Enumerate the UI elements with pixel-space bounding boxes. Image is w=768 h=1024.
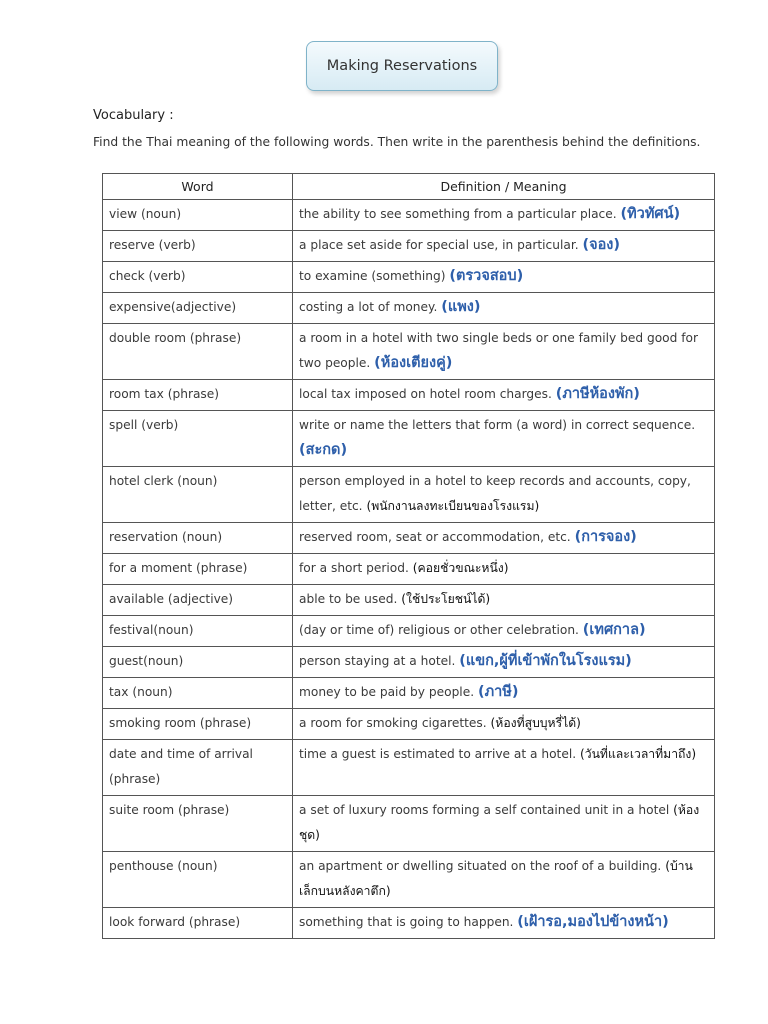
table-row <box>103 908 715 939</box>
definition-text: to examine (something) <box>299 269 446 283</box>
word-cell: look forward (phrase) <box>103 908 293 939</box>
thai-meaning: (การจอง) <box>574 529 637 545</box>
thai-meaning: (ตรวจสอบ) <box>449 268 524 284</box>
table-body <box>103 200 715 939</box>
table-row <box>103 293 715 324</box>
definition-text: a room in a hotel with two single beds or one family bed good for two people. <box>299 331 698 370</box>
thai-meaning: (สะกด) <box>299 442 348 458</box>
table-row <box>103 554 715 585</box>
definition-text: a place set aside for special use, in particular. <box>299 238 579 252</box>
definition-text: the ability to see something from a particular place. <box>299 207 617 221</box>
word-cell: tax (noun) <box>103 678 293 709</box>
title-box <box>306 41 498 91</box>
definition-text: local tax imposed on hotel room charges. <box>299 387 552 401</box>
table-row <box>103 380 715 411</box>
word-cell: for a moment (phrase) <box>103 554 293 585</box>
definition-cell <box>293 411 715 467</box>
table-row <box>103 585 715 616</box>
thai-meaning: (ใช้ประโยชน์ได้) <box>401 592 491 606</box>
definition-cell <box>293 585 715 616</box>
thai-meaning: (ห้องที่สูบบุหรี่ได้) <box>490 716 581 730</box>
definition-text: for a short period. <box>299 561 409 575</box>
word-cell: view (noun) <box>103 200 293 231</box>
definition-text: able to be used. <box>299 592 398 606</box>
definition-cell <box>293 616 715 647</box>
definition-text: person employed in a hotel to keep records and accounts, copy, letter, etc. <box>299 474 691 513</box>
thai-meaning: (คอยชั่วขณะหนึ่ง) <box>412 561 509 575</box>
word-cell: reserve (verb) <box>103 231 293 262</box>
table-row <box>103 262 715 293</box>
page-title: Making Reservations <box>326 58 478 74</box>
thai-meaning: (เทศกาล) <box>582 622 646 638</box>
vocabulary-heading: Vocabulary : <box>93 108 174 123</box>
table-row <box>103 647 715 678</box>
thai-meaning: (แขก,ผู้ที่เข้าพักในโรงแรม) <box>459 653 632 669</box>
definition-text: person staying at a hotel. <box>299 654 456 668</box>
definition-cell <box>293 467 715 523</box>
word-cell: suite room (phrase) <box>103 796 293 852</box>
definition-cell <box>293 647 715 678</box>
word-cell: expensive(adjective) <box>103 293 293 324</box>
definition-cell <box>293 231 715 262</box>
definition-cell <box>293 908 715 939</box>
definition-text: money to be paid by people. <box>299 685 475 699</box>
definition-cell <box>293 740 715 796</box>
definition-cell <box>293 554 715 585</box>
thai-meaning: (เฝ้ารอ,มองไปข้างหน้า) <box>517 914 669 930</box>
column-header-definition: Definition / Meaning <box>293 174 715 200</box>
definition-text: time a guest is estimated to arrive at a hotel. <box>299 747 577 761</box>
definition-text: write or name the letters that form (a word) in correct sequence. <box>299 418 696 432</box>
definition-cell <box>293 200 715 231</box>
definition-cell <box>293 380 715 411</box>
word-cell: reservation (noun) <box>103 523 293 554</box>
definition-text: a room for smoking cigarettes. <box>299 716 487 730</box>
word-cell: room tax (phrase) <box>103 380 293 411</box>
thai-meaning: (บ้านเล็กบนหลังคาตึก) <box>299 859 693 898</box>
table-row <box>103 324 715 380</box>
definition-cell <box>293 523 715 554</box>
definition-cell <box>293 678 715 709</box>
definition-text: (day or time of) religious or other celebration. <box>299 623 579 637</box>
definition-cell <box>293 852 715 908</box>
definition-cell <box>293 796 715 852</box>
word-cell: smoking room (phrase) <box>103 709 293 740</box>
word-cell: available (adjective) <box>103 585 293 616</box>
thai-meaning: (ห้องชุด) <box>299 803 700 842</box>
definition-text: something that is going to happen. <box>299 915 514 929</box>
table-row <box>103 852 715 908</box>
thai-meaning: (ห้องเตียงคู่) <box>374 355 453 371</box>
thai-meaning: (ทิวทัศน์) <box>620 206 681 222</box>
table-row <box>103 200 715 231</box>
word-cell: double room (phrase) <box>103 324 293 380</box>
table-row <box>103 411 715 467</box>
thai-meaning: (พนักงานลงทะเบียนของโรงแรม) <box>366 499 540 513</box>
table-row <box>103 796 715 852</box>
table-row <box>103 523 715 554</box>
vocabulary-table <box>102 173 715 939</box>
table-row <box>103 616 715 647</box>
word-cell: penthouse (noun) <box>103 852 293 908</box>
word-cell: date and time of arrival (phrase) <box>103 740 293 796</box>
column-header-word: Word <box>103 174 293 200</box>
definition-text: costing a lot of money. <box>299 300 438 314</box>
word-cell: check (verb) <box>103 262 293 293</box>
word-cell: spell (verb) <box>103 411 293 467</box>
word-cell: festival(noun) <box>103 616 293 647</box>
thai-meaning: (ภาษีห้องพัก) <box>555 386 640 402</box>
instruction-text: Find the Thai meaning of the following words. Then write in the parenthesis behind the definitions. <box>93 135 701 149</box>
word-cell: hotel clerk (noun) <box>103 467 293 523</box>
table-row <box>103 467 715 523</box>
table-row <box>103 678 715 709</box>
definition-cell <box>293 324 715 380</box>
word-cell: guest(noun) <box>103 647 293 678</box>
table-row <box>103 231 715 262</box>
definition-cell <box>293 262 715 293</box>
definition-cell <box>293 293 715 324</box>
thai-meaning: (ภาษี) <box>477 684 519 700</box>
table-row <box>103 709 715 740</box>
thai-meaning: (จอง) <box>582 237 621 253</box>
definition-text: reserved room, seat or accommodation, etc. <box>299 530 571 544</box>
table-header-row <box>103 174 715 200</box>
definition-text: an apartment or dwelling situated on the roof of a building. <box>299 859 662 873</box>
thai-meaning: (วันที่และเวลาที่มาถึง) <box>579 747 697 761</box>
definition-text: a set of luxury rooms forming a self contained unit in a hotel <box>299 803 670 817</box>
table-row <box>103 740 715 796</box>
definition-cell <box>293 709 715 740</box>
thai-meaning: (แพง) <box>441 299 481 315</box>
